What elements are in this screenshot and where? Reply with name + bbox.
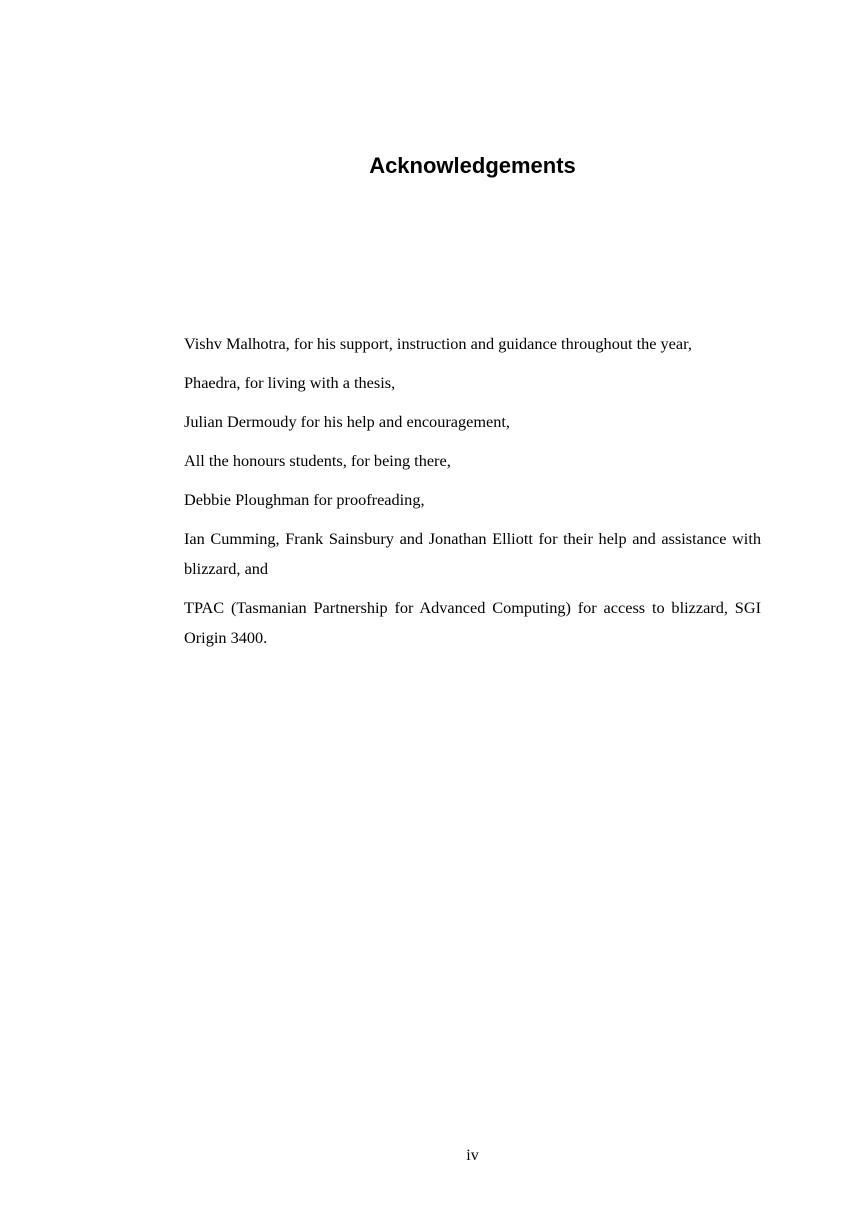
acknowledgement-item: TPAC (Tasmanian Partnership for Advanced Computing) for access to blizzard, SGI Origin 3400. <box>184 598 761 647</box>
acknowledgement-item: Debbie Ploughman for proofreading, <box>184 490 425 509</box>
acknowledgements-list <box>184 329 761 662</box>
page-title: Acknowledgements <box>369 153 576 178</box>
acknowledgement-item: All the honours students, for being there, <box>184 451 451 470</box>
acknowledgement-item: Julian Dermoudy for his help and encouragement, <box>184 412 510 431</box>
page-number: iv <box>466 1147 479 1164</box>
acknowledgement-item: Vishv Malhotra, for his support, instruction and guidance throughout the year, <box>184 334 692 353</box>
acknowledgement-item: Phaedra, for living with a thesis, <box>184 373 396 392</box>
acknowledgement-item: Ian Cumming, Frank Sainsbury and Jonathan Elliott for their help and assistance with blizzard, and <box>184 529 761 578</box>
